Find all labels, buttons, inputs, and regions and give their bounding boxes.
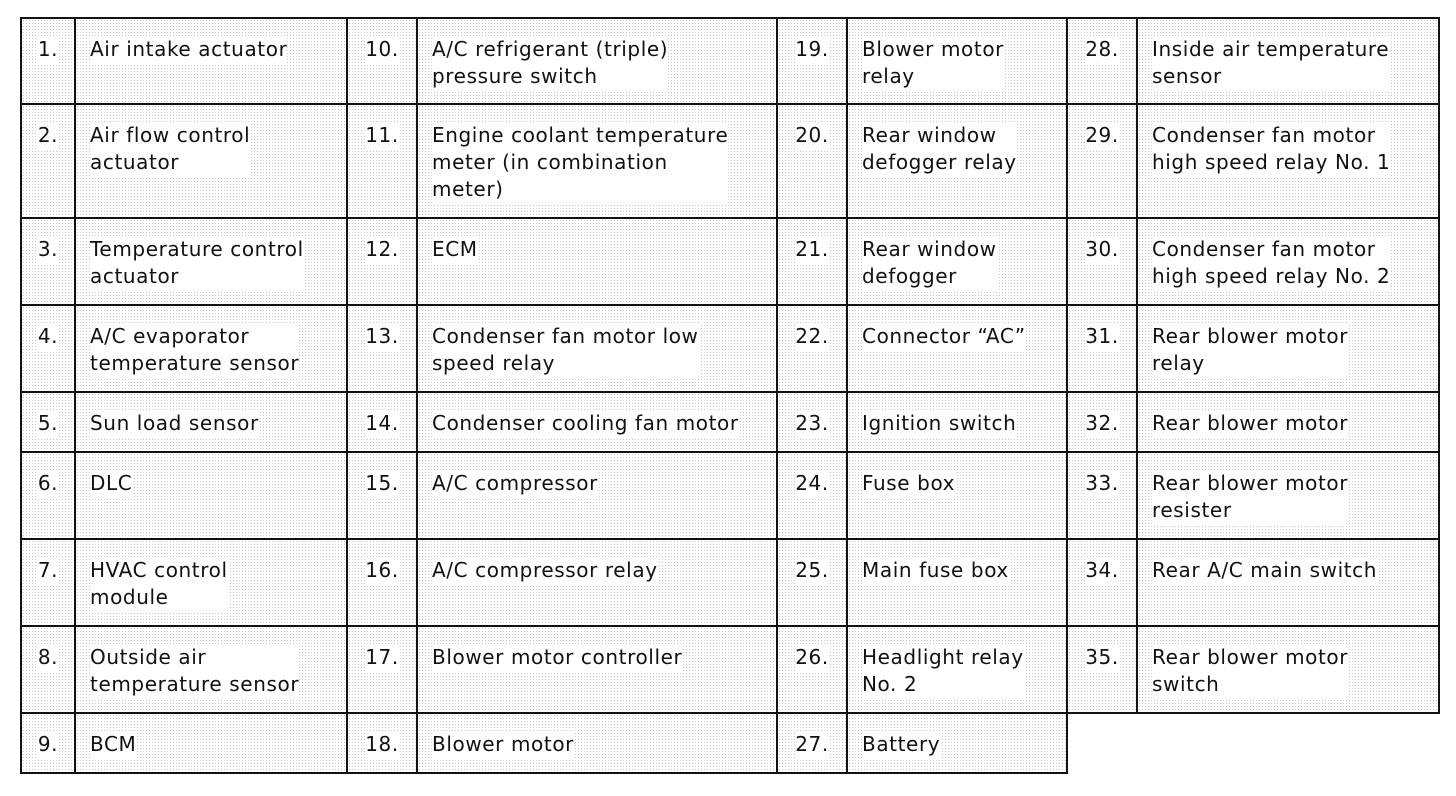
legend-row xyxy=(346,304,776,391)
item-label xyxy=(846,391,1068,453)
item-label xyxy=(416,103,778,219)
item-number xyxy=(20,538,76,627)
item-number xyxy=(346,451,418,540)
item-label-text: Rear blower motor resister xyxy=(1152,471,1349,522)
item-label-text: DLC xyxy=(90,471,133,495)
item-label xyxy=(74,103,348,219)
item-number xyxy=(20,103,76,219)
legend-row xyxy=(776,712,1066,772)
item-label xyxy=(846,712,1068,774)
item-number xyxy=(1066,625,1138,714)
item-label xyxy=(846,103,1068,219)
item-label-text: Battery xyxy=(862,732,941,756)
item-label-text: A/C compressor relay xyxy=(432,558,658,582)
item-label-text: Condenser fan motor high speed relay No. 1 xyxy=(1152,123,1391,174)
item-number-text: 9. xyxy=(37,732,59,756)
legend-row xyxy=(346,712,776,772)
item-number xyxy=(346,625,418,714)
item-label-text: A/C evaporator temperature sensor xyxy=(90,324,300,375)
item-label-text: Engine coolant temperature meter (in combination meter) xyxy=(432,123,729,201)
item-label-text: Condenser fan motor high speed relay No. 2 xyxy=(1152,237,1391,288)
item-number xyxy=(1066,451,1138,540)
item-number-text: 30. xyxy=(1085,237,1119,261)
item-number-text: 33. xyxy=(1085,471,1119,495)
item-number-text: 31. xyxy=(1085,324,1119,348)
legend-column-3 xyxy=(776,17,1066,772)
legend-row xyxy=(776,103,1066,217)
legend-row xyxy=(776,17,1066,103)
item-label xyxy=(846,217,1068,306)
item-number-text: 32. xyxy=(1085,411,1119,435)
item-label xyxy=(846,304,1068,393)
legend-column-4 xyxy=(1066,17,1438,712)
item-label-text: Ignition switch xyxy=(862,411,1017,435)
item-label-text: Blower motor controller xyxy=(432,645,683,669)
legend-row xyxy=(776,538,1066,625)
item-label-text: Sun load sensor xyxy=(90,411,259,435)
legend-row xyxy=(776,451,1066,538)
item-label xyxy=(846,625,1068,714)
item-number xyxy=(20,391,76,453)
item-number-text: 26. xyxy=(795,645,829,669)
item-label-text: Condenser cooling fan motor xyxy=(432,411,739,435)
item-label xyxy=(846,17,1068,105)
item-label-text: ECM xyxy=(432,237,478,261)
item-number xyxy=(776,304,848,393)
item-number-text: 6. xyxy=(37,471,59,495)
item-label-text: Connector “AC” xyxy=(862,324,1026,348)
item-label-text: BCM xyxy=(90,732,137,756)
item-number-text: 28. xyxy=(1085,37,1119,61)
item-label xyxy=(74,451,348,540)
legend-column-1 xyxy=(20,17,346,772)
legend-row xyxy=(1066,451,1438,538)
item-number-text: 8. xyxy=(37,645,59,669)
item-label xyxy=(416,217,778,306)
item-number-text: 22. xyxy=(795,324,829,348)
item-label-text: A/C refrigerant (triple) pressure switch xyxy=(432,37,669,88)
item-label xyxy=(1136,17,1440,105)
item-label xyxy=(416,17,778,105)
item-number-text: 1. xyxy=(37,37,59,61)
legend-row xyxy=(20,391,346,451)
item-label xyxy=(1136,217,1440,306)
item-label xyxy=(416,538,778,627)
item-number-text: 4. xyxy=(37,324,59,348)
item-number-text: 27. xyxy=(795,732,829,756)
item-label-text: Rear window defogger xyxy=(862,237,997,288)
legend-row xyxy=(20,712,346,772)
legend-row xyxy=(20,451,346,538)
item-label-text: Rear A/C main switch xyxy=(1152,558,1378,582)
item-label-text: Air flow control actuator xyxy=(90,123,251,174)
item-number-text: 34. xyxy=(1085,558,1119,582)
legend-row xyxy=(1066,625,1438,712)
legend-row xyxy=(346,17,776,103)
item-label xyxy=(416,451,778,540)
legend-row xyxy=(1066,217,1438,304)
item-number-text: 14. xyxy=(365,411,399,435)
item-number xyxy=(346,712,418,774)
item-label-text: Blower motor relay xyxy=(862,37,1004,88)
item-number-text: 35. xyxy=(1085,645,1119,669)
item-label xyxy=(74,304,348,393)
item-label-text: Fuse box xyxy=(862,471,956,495)
legend-row xyxy=(346,391,776,451)
legend-row xyxy=(1066,17,1438,103)
legend-row xyxy=(1066,103,1438,217)
item-label-text: A/C compressor xyxy=(432,471,598,495)
item-number xyxy=(1066,304,1138,393)
legend-row xyxy=(346,625,776,712)
item-number-text: 23. xyxy=(795,411,829,435)
item-label xyxy=(1136,304,1440,393)
item-number xyxy=(1066,103,1138,219)
legend-row xyxy=(20,538,346,625)
item-number xyxy=(346,217,418,306)
item-number-text: 15. xyxy=(365,471,399,495)
legend-row xyxy=(1066,391,1438,451)
item-label xyxy=(1136,538,1440,627)
item-label-text: HVAC control module xyxy=(90,558,228,609)
item-number xyxy=(346,103,418,219)
item-label xyxy=(1136,391,1440,453)
legend-row xyxy=(776,625,1066,712)
legend-row xyxy=(346,451,776,538)
legend-row xyxy=(20,17,346,103)
legend-row xyxy=(776,217,1066,304)
item-label-text: Outside air temperature sensor xyxy=(90,645,300,696)
item-label-text: Inside air temperature sensor xyxy=(1152,37,1390,88)
item-label xyxy=(74,391,348,453)
item-label xyxy=(1136,625,1440,714)
item-label-text: Rear blower motor relay xyxy=(1152,324,1349,375)
item-label-text: Condenser fan motor low speed relay xyxy=(432,324,699,375)
item-number-text: 11. xyxy=(365,123,399,147)
item-number-text: 20. xyxy=(795,123,829,147)
item-number-text: 21. xyxy=(795,237,829,261)
item-label-text: Rear blower motor switch xyxy=(1152,645,1349,696)
component-legend-table xyxy=(20,17,1438,772)
legend-row xyxy=(20,217,346,304)
legend-row xyxy=(20,625,346,712)
item-number xyxy=(776,103,848,219)
item-number-text: 13. xyxy=(365,324,399,348)
item-number-text: 7. xyxy=(37,558,59,582)
item-number-text: 17. xyxy=(365,645,399,669)
item-label-text: Headlight relay No. 2 xyxy=(862,645,1024,696)
item-number xyxy=(776,538,848,627)
item-number-text: 24. xyxy=(795,471,829,495)
item-label xyxy=(74,625,348,714)
item-number xyxy=(776,17,848,105)
item-number xyxy=(20,17,76,105)
item-number-text: 10. xyxy=(365,37,399,61)
item-number xyxy=(20,451,76,540)
legend-row xyxy=(346,217,776,304)
item-label xyxy=(416,625,778,714)
item-label xyxy=(74,538,348,627)
item-label xyxy=(416,712,778,774)
item-number xyxy=(20,304,76,393)
legend-row xyxy=(346,538,776,625)
item-number xyxy=(346,538,418,627)
item-number-text: 5. xyxy=(37,411,59,435)
item-number xyxy=(346,304,418,393)
item-number xyxy=(346,17,418,105)
item-number xyxy=(1066,391,1138,453)
item-number-text: 16. xyxy=(365,558,399,582)
item-label xyxy=(846,538,1068,627)
item-number xyxy=(776,451,848,540)
legend-row xyxy=(346,103,776,217)
item-label-text: Air intake actuator xyxy=(90,37,288,61)
item-label xyxy=(1136,451,1440,540)
item-label-text: Rear blower motor xyxy=(1152,411,1349,435)
legend-row xyxy=(776,391,1066,451)
legend-row xyxy=(1066,304,1438,391)
legend-row xyxy=(776,304,1066,391)
item-number xyxy=(776,391,848,453)
item-label xyxy=(416,304,778,393)
legend-column-2 xyxy=(346,17,776,772)
item-number-text: 25. xyxy=(795,558,829,582)
legend-row xyxy=(20,304,346,391)
item-label xyxy=(1136,103,1440,219)
item-number xyxy=(20,217,76,306)
item-label-text: Main fuse box xyxy=(862,558,1009,582)
item-label-text: Temperature control actuator xyxy=(90,237,304,288)
item-number xyxy=(776,712,848,774)
item-number-text: 2. xyxy=(37,123,59,147)
item-number xyxy=(1066,17,1138,105)
item-number-text: 18. xyxy=(365,732,399,756)
item-number-text: 29. xyxy=(1085,123,1119,147)
item-number xyxy=(346,391,418,453)
item-label xyxy=(74,712,348,774)
item-number xyxy=(776,625,848,714)
item-number xyxy=(20,625,76,714)
legend-row xyxy=(1066,538,1438,625)
item-label xyxy=(74,217,348,306)
item-number-text: 3. xyxy=(37,237,59,261)
item-label xyxy=(416,391,778,453)
item-number-text: 19. xyxy=(795,37,829,61)
item-label xyxy=(74,17,348,105)
item-number xyxy=(20,712,76,774)
item-label xyxy=(846,451,1068,540)
item-number xyxy=(776,217,848,306)
item-number xyxy=(1066,538,1138,627)
legend-row xyxy=(20,103,346,217)
item-label-text: Blower motor xyxy=(432,732,574,756)
item-number-text: 12. xyxy=(365,237,399,261)
item-label-text: Rear window defogger relay xyxy=(862,123,1017,174)
item-number xyxy=(1066,217,1138,306)
